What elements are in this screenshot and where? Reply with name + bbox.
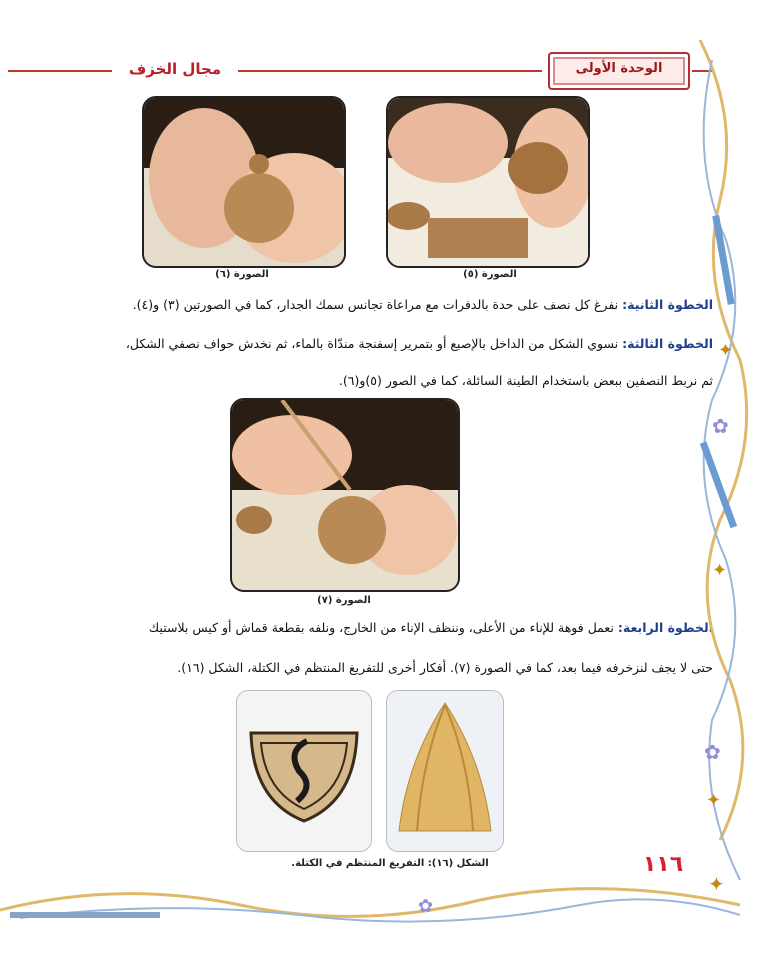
photo-7-caption: الصورة (٧) <box>317 595 371 606</box>
butterfly-icon: ✦ <box>706 790 722 811</box>
flower-icon: ✿ <box>704 740 721 764</box>
photo-5-caption: الصورة (٥) <box>463 269 517 280</box>
step-4-text: نعمل فوهة للإناء من الأعلى، وننظف الإناء من الخارج، ونلفه بقطعة قماش أو كيس بلاستيك <box>148 620 618 635</box>
unit-label: الوحدة الأولى <box>575 61 663 76</box>
step-2-text: نفرغ كل نصف على حدة بالدفرات مع مراعاة تجانس سمك الجدار، كما في الصورتين (٣) و(٤). <box>132 297 623 312</box>
step-4-line2: حتى لا يجف لنزخرفه فيما بعد، كما في الصورة (٧). أفكار أخرى للتفريغ المنتظم في الكتلة، الشكل (١٦). <box>177 660 713 675</box>
figure-16-caption: الشكل (١٦): التفريغ المنتظم في الكتلة. <box>291 858 489 869</box>
section-title: مجال الخزف <box>128 60 222 78</box>
step-3-label: الخطوة الثالثة: <box>622 336 713 351</box>
photo-6-caption: الصورة (٦) <box>215 269 269 280</box>
butterfly-icon: ✦ <box>718 340 734 361</box>
step-3-text: نسوي الشكل من الداخل بالإصبع أو بتمرير إسفنجة مندّاة بالماء، ثم نخدش حواف نصفي الشكل، <box>125 336 623 351</box>
page-number: ١١٦ <box>642 852 684 877</box>
butterfly-icon: ✦ <box>708 872 725 896</box>
step-3-line2: ثم نربط النصفين ببعض باستخدام الطينة السائلة، كما في الصور (٥)و(٦). <box>338 373 713 388</box>
step-2-label: الخطوة الثانية: <box>622 297 713 312</box>
flower-icon: ✿ <box>418 896 434 917</box>
step-4-label: الخطوة الرابعة: <box>617 620 713 635</box>
butterfly-icon: ✦ <box>712 560 728 581</box>
flower-icon: ✿ <box>712 414 729 438</box>
